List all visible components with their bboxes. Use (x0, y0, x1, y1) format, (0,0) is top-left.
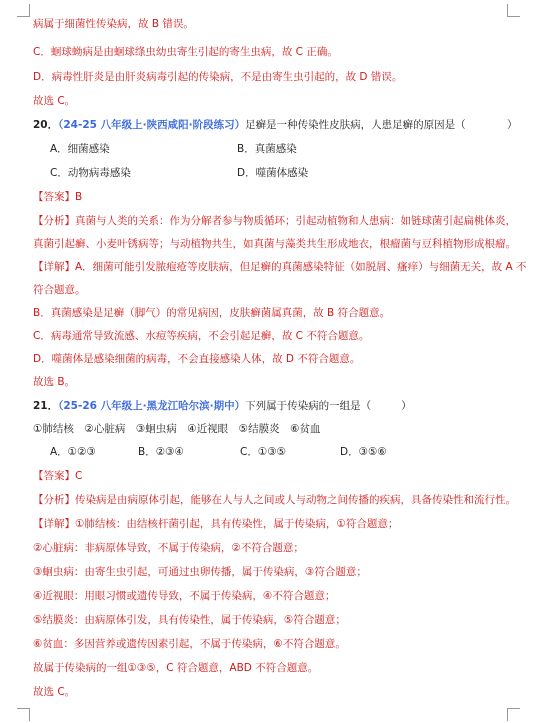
question-source: （24-25 八年级上·陕西咸阳·阶段练习） (58, 119, 246, 131)
detail-20-d: D．噬菌体是感染细菌的病毒，不会直接感染人体，故 D 不符合题意。 (33, 353, 361, 365)
detail-20-b: B．真菌感染是足癣（脚气）的常见病因，皮肤癣菌属真菌，故 B 符合题意。 (33, 307, 391, 319)
option-a: A．①②③ (50, 446, 96, 458)
detail-20-a-line-2: 符合题意。 (33, 284, 86, 296)
analysis-21: 【分析】传染病是由病原体引起，能够在人与人之间或人与动物之间传播的疾病，具备传染性和流行性。 (33, 494, 516, 506)
prev-conclusion: 故选 C。 (33, 95, 76, 107)
detail-21-2: ②心脏病：非病原体导致，不属于传染病，②不符合题意； (33, 542, 304, 554)
question-21-items: ①肺结核 ②心脏病 ③蛔虫病 ④近视眼 ⑤结膜炎 ⑥贫血 (33, 423, 321, 435)
question-21-paren-close: ） (401, 400, 412, 412)
answer-21: 【答案】C (33, 470, 83, 482)
question-number: 20． (33, 119, 59, 131)
question-text: 足癣是一种传染性皮肤病，人患足癣的原因是（ (245, 119, 466, 131)
crop-mark-top-left (17, 4, 30, 17)
option-b: B．②③④ (138, 446, 184, 458)
question-20-stem (33, 118, 466, 132)
detail-21-4: ④近视眼：用眼习惯或遗传导致，不属于传染病，④不符合题意； (33, 590, 336, 602)
prev-detail-d: D．病毒性肝炎是由肝炎病毒引起的传染病，不是由寄生虫引起的，故 D 错误。 (33, 71, 403, 83)
question-number: 21． (33, 400, 59, 412)
crop-mark-bottom-left (17, 708, 30, 721)
option-c: C．①③⑤ (240, 446, 287, 458)
prev-detail-c: C．蛔球蚴病是由蛔球绦虫幼虫寄生引起的寄生虫病，故 C 正确。 (33, 46, 338, 58)
answer-20: 【答案】B (33, 191, 83, 203)
question-text: 下列属于传染病的一组是（ (245, 400, 372, 412)
detail-21-3: ③蛔虫病：由寄生虫引起，可通过虫卵传播，属于传染病，③符合题意； (33, 566, 367, 578)
option-c: C．动物病毒感染 (50, 167, 131, 179)
question-21-stem (33, 399, 412, 413)
detail-20-a-line-1: 【详解】A．细菌可能引发脓疱疮等皮肤病，但足癣的真菌感染特征（如脱屑、瘙痒）与细菌无关，故 A 不 (33, 261, 527, 273)
option-d: D．③⑤⑥ (340, 446, 387, 458)
question-source: （25-26 八年级上·黑龙江哈尔滨·期中） (58, 400, 246, 412)
option-d: D．噬菌体感染 (237, 167, 309, 179)
prev-detail-fragment: 病属于细菌性传染病，故 B 错误。 (33, 18, 194, 30)
question-20-paren-close: ） (507, 119, 518, 131)
detail-20-c: C．病毒通常导致流感、水痘等疾病，不会引起足癣，故 C 不符合题意。 (33, 330, 370, 342)
crop-mark-bottom-right (507, 708, 520, 721)
conclusion-21: 故选 C。 (33, 686, 76, 698)
crop-mark-top-right (507, 4, 520, 17)
analysis-20-line-1: 【分析】真菌与人类的关系：作为分解者参与物质循环；引起动植物和人患病：如链球菌引起扁桃体炎， (33, 215, 516, 227)
option-a: A．细菌感染 (50, 143, 110, 155)
detail-21-5: ⑤结膜炎：由病原体引发，具有传染性，属于传染病，⑤符合题意； (33, 614, 346, 626)
summary-21: 故属于传染病的一组①③⑤，C 符合题意，ABD 不符合题意。 (33, 662, 319, 674)
option-b: B．真菌感染 (237, 143, 297, 155)
detail-21-6: ⑥贫血：多因营养或遗传因素引起，不属于传染病，⑥不符合题意。 (33, 638, 346, 650)
analysis-20-line-2: 真菌引起癣、小麦叶锈病等；与动植物共生，如真菌与藻类共生形成地衣，根瘤菌与豆科植物形成根瘤。 (33, 238, 516, 250)
detail-21-1: 【详解】①肺结核：由结核杆菌引起，具有传染性，属于传染病，①符合题意； (33, 518, 399, 530)
conclusion-20: 故选 B。 (33, 376, 76, 388)
